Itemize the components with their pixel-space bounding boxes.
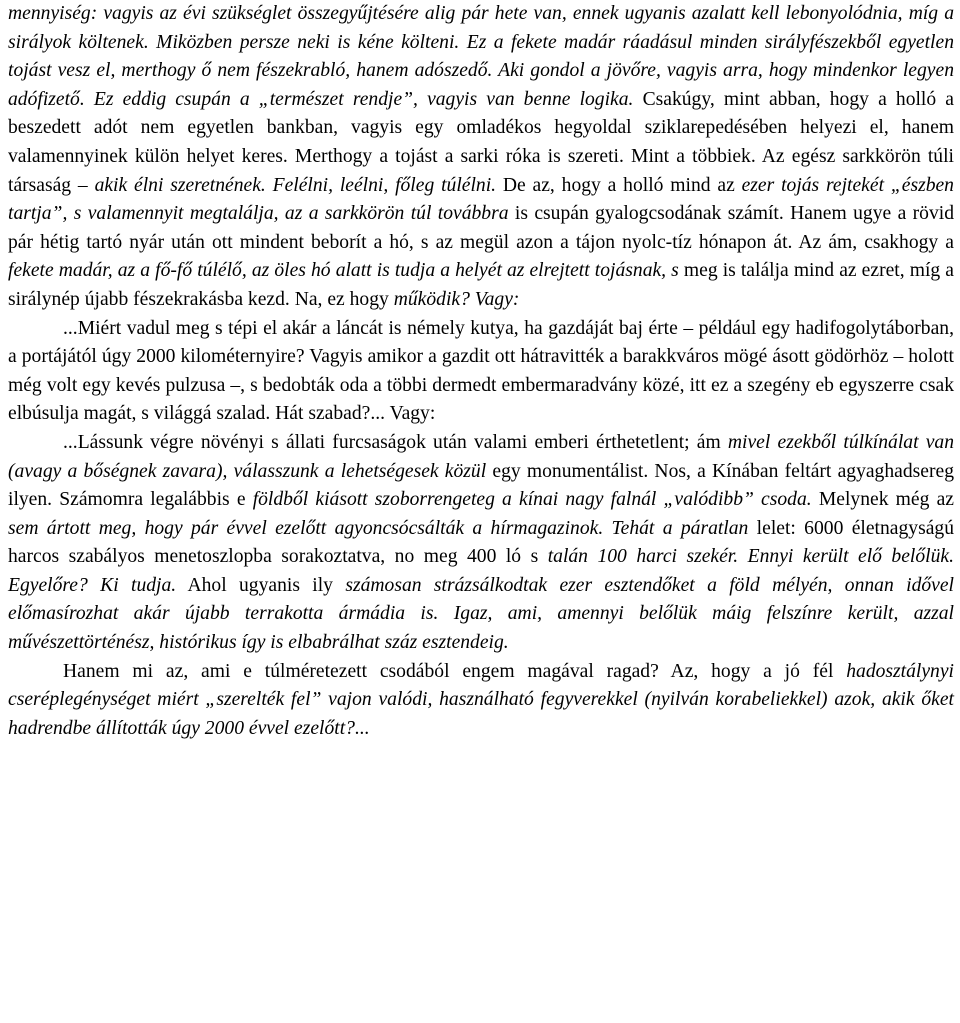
paragraph-4 (8, 658, 954, 744)
text-run: talán 100 harci szekér. Ennyi került elő belőlük. Egyelőre? Ki tudja. (8, 546, 954, 596)
text-run: Hanem mi az, ami e túlméretezett csodából engem magával ragad? Az, hogy a jó fél (63, 660, 847, 682)
paragraph-3 (8, 429, 954, 658)
paragraph-2 (8, 315, 954, 429)
text-run: meg is találja mind az ezret, míg a sirálynép újabb fészekrakásba kezd. Na, ez hogy (8, 260, 954, 310)
document-page (8, 0, 954, 743)
text-run: mennyiség: vagyis az évi szükséglet összegyűjtésére alig pár hete van, ennek ugyanis azalatt kell lebonyolódnia, míg a sirályok költenek. Miközben persze neki is kéne költeni. Ez a fekete madár ráadásul minden sirályfészekből egyetlen tojást vesz el, merthogy ő nem fészekrabló, hanem adószedő. Aki gondol a jövőre, vagyis arra, hogy mindenkor legyen adófizető. Ez eddig csupán a „természet rendje”, vagyis van benne logika. (8, 3, 954, 110)
text-run: Ahol ugyanis ily (176, 574, 346, 596)
text-run: földből kiásott szoborrengeteg a kínai nagy falnál „valódibb” csoda. (252, 489, 812, 511)
text-run: Csakúgy, mint abban, hogy a holló a beszedett adót nem egyetlen bankban, vagyis egy omladékos hegyoldal sziklarepedésében helyezi el, hanem valamennyinek külön helyet keres. Merthogy a tojást a sarki róka is szereti. Mint a többiek. Az egész sarkkörön túli társaság – (8, 88, 954, 196)
text-run: ...Lássunk végre növényi s állati furcsaságok után valami emberi érthetetlent; ám (63, 431, 728, 453)
text-run: ...Miért vadul meg s tépi el akár a láncát is némely kutya, ha gazdáját baj érte – például egy hadifogolytáborban, a portájától úgy 2000 kilométernyire? Vagyis amikor a gazdit ott hátravitték a barakkváros mögé ásott gödörhöz – holott még volt egy kevés pulzusa –, s bedobták oda a többi dermedt embermaradvány közé, itt ez a szegény eb egyszerre csak elbúsulja magát, s világgá szalad. Hát szabad?... Vagy: (8, 317, 954, 425)
text-run: hadosztálynyi cseréplegénységet miért „szerelték fel” vajon valódi, használható fegyverekkel (nyilván korabeliekkel) azok, akik őket hadrendbe állították úgy 2000 évvel ezelőtt?... (8, 660, 954, 739)
text-run: lelet: 6000 életnagyságú harcos szabályos menetoszlopba sorakoztatva, no meg 400 ló s (8, 517, 954, 568)
paragraph-1 (8, 0, 954, 315)
text-run: fekete madár, az a fő-fő túlélő, az öles hó alatt is tudja a helyét az elrejtett tojásnak, s (8, 260, 679, 282)
text-run: akik élni szeretnének. Felélni, leélni, főleg túlélni. (94, 174, 497, 196)
text-run: mivel ezekből túlkínálat van (avagy a bőségnek zavara), válasszunk a lehetségesek közül (8, 431, 954, 482)
text-run: Melynek még az (811, 489, 954, 511)
text-run: is csupán gyalogcsodának számít. Hanem ugye a rövid pár hétig tartó nyár után ott mindent beborít a hó, s az megül azon a tájon nyolc-tíz hónapon át. Az ám, csakhogy a (8, 203, 954, 253)
text-run: egy monumentálist. Nos, a Kínában feltárt agyaghadsereg ilyen. Számomra legalábbis e (8, 460, 954, 511)
text-run: működik? Vagy: (393, 288, 520, 310)
text-run: számosan strázsálkodtak ezer esztendőket a föld mélyén, onnan idővel előmasírozhat akár újabb terrakotta ármádia is. Igaz, ami, amennyi belőlük máig felszínre került, azzal művészettörténész, histórikus így is elbabrálhat száz esztendeig. (8, 574, 955, 654)
text-run: De az, hogy a holló mind az (496, 174, 742, 196)
text-run: sem ártott meg, hogy pár évvel ezelőtt agyoncsócsálták a hírmagazinok. Tehát a páratlan (8, 517, 749, 539)
text-run: ezer tojás rejtekét „észben tartja”, s valamennyit megtalálja, az a sarkkörön túl továbbra (8, 174, 954, 225)
